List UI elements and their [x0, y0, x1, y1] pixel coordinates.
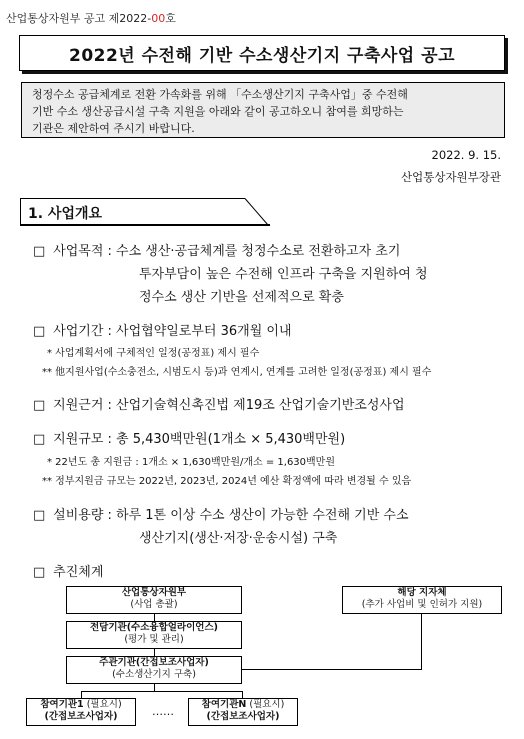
capacity-line: 생산기지(생산·저장·운송시설) 구축: [139, 531, 338, 546]
checkbox-square-icon: □: [33, 508, 46, 523]
scale-note: ** 정부지원금 규모는 2022년, 2023년, 2024년 예산 확정액에 따라 변경될 수 있음: [42, 476, 412, 487]
system-item: □ 추진체계: [33, 565, 104, 580]
intro-line: 기관은 제안하여 주시기 바랍니다.: [32, 122, 195, 135]
purpose-line: 정수소 생산 기반을 선제적으로 확충: [139, 290, 344, 305]
section-header: [20, 198, 270, 226]
purpose-line: 투자부담이 높은 수전해 인프라 구축을 지원하여 청: [139, 267, 428, 282]
connector-line: [154, 614, 155, 621]
checkbox-square-icon: □: [33, 432, 46, 447]
purpose-item: □ 사업목적 : 수소 생산·공급체계를 청정수소로 전환하고자 초기: [33, 244, 401, 259]
checkbox-square-icon: □: [33, 244, 46, 259]
connector-line: [81, 691, 82, 698]
connector-line: [242, 669, 422, 670]
org-participant-1: 참여기관1 (필요시) (간접보조사업자): [26, 698, 136, 726]
org-participant-n: 참여기관N (필요시) (간접보조사업자): [188, 698, 298, 726]
scale-note: * 22년도 총 지원금 : 1개소 × 1,630백만원/개소 = 1,630백만원: [47, 457, 336, 468]
basis-item: □ 지원근거 : 산업기술혁신촉진법 제19조 산업기술기반조성사업: [33, 398, 405, 413]
section-title: 1. 사업개요: [28, 206, 103, 222]
org-ministry: 산업통상자원부 (사업 총괄): [66, 586, 242, 614]
checkbox-square-icon: □: [33, 398, 46, 413]
org-ellipsis: ……: [152, 705, 174, 718]
org-agency: 전담기관(수소융합얼라이언스) (평가 및 관리): [66, 621, 242, 649]
scale-item: □ 지원규모 : 총 5,430백만원(1개소 × 5,430백만원): [33, 432, 346, 447]
capacity-item: □ 설비용량 : 하루 1톤 이상 수소 생산이 가능한 수전해 기반 수소: [33, 508, 409, 523]
connector-line: [154, 649, 155, 656]
connector-line: [242, 691, 243, 698]
intro-box: [21, 82, 505, 138]
period-item: □ 사업기간 : 사업협약일로부터 36개월 이내: [33, 324, 292, 339]
connector-line: [421, 614, 422, 669]
org-local-government: 해당 지자체 (추가 사업비 및 인허가 지원): [342, 586, 502, 614]
intro-line: 기반 수소 생산공급시설 구축 지원을 아래와 같이 공고하오니 참여를 희망하는: [32, 105, 404, 118]
org-lead-institution: 주관기관(간접보조사업자) (수소생산기지 구축): [66, 656, 242, 684]
intro-line: 청정수소 공급체계로 전환 가속화를 위해 「수소생산기지 구축사업」중 수전해: [32, 88, 408, 101]
notice-number: 산업통상자원부 공고 제2022-00호: [6, 12, 176, 25]
connector-line: [81, 691, 243, 692]
signer: 산업통상자원부장관: [401, 170, 501, 184]
period-note: * 사업계획서에 구체적인 일정(공정표) 제시 필수: [47, 348, 260, 359]
checkbox-square-icon: □: [33, 324, 46, 339]
period-note: ** 他지원사업(수소충전소, 시범도시 등)과 연계시, 연계를 고려한 일정(공정표) 제시 필수: [42, 367, 432, 378]
checkbox-square-icon: □: [33, 565, 46, 580]
announcement-date: 2022. 9. 15.: [431, 148, 501, 162]
page-title: 2022년 수전해 기반 수소생산기지 구축사업 공고: [19, 35, 505, 71]
